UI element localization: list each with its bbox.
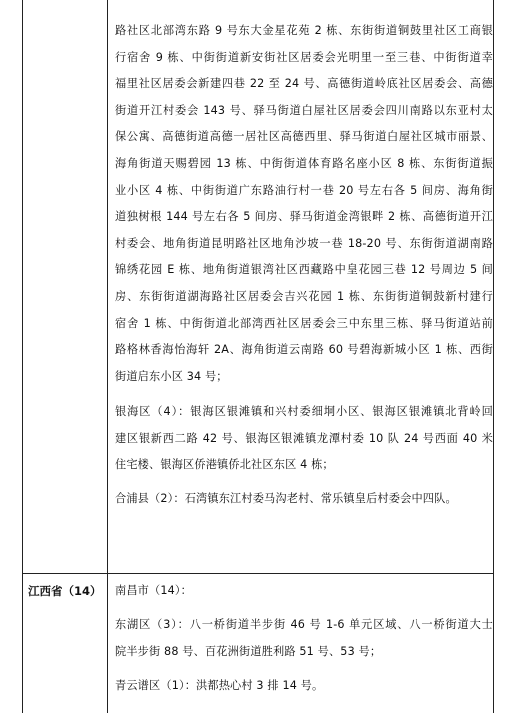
list-line: 路社区北部湾东路 9 号东大金星花苑 2 栋、东街街道铜鼓里社区工商银 (115, 24, 493, 37)
list-line: 道独树根 144 号左右各 5 间房、驿马街道金湾银畔 2 栋、高德街道开江 (115, 210, 493, 224)
data-table (22, 0, 494, 713)
list-line: 银海区（4）：银海区银滩镇和兴村委细垌小区、银海区银滩镇北背岭回 (115, 405, 493, 418)
hepu-county: 合浦县（2）：石湾镇东江村委马沟老村、常乐镇皇后村委会中四队。 (115, 492, 457, 505)
qingyunpu-district: 青云谱区（1）：洪都热心村 3 排 14 号。 (115, 679, 324, 692)
city-line: 南昌市（14）： (115, 584, 192, 597)
table-border-right (493, 0, 494, 713)
list-line: 福里社区居委会新建四巷 22 至 24 号、高德街道岭底社区居委会、高德 (115, 77, 493, 91)
province-label: 江西省（14） (28, 584, 102, 598)
list-line: 村委会、地角街道昆明路社区地角沙坡一巷 18-20 号、东街街道湖南路 (115, 236, 493, 250)
list-line: 街道启东小区 34 号； (115, 369, 228, 383)
list-line: 住宅楼、银海区侨港镇侨北社区东区 4 栋； (115, 458, 334, 472)
list-line: 路格林香海怡海轩 2A、海角街道云南路 60 号碧海新城小区 1 栋、西街 (115, 343, 493, 357)
table-border-left (22, 0, 23, 713)
list-line: 海角街道天赐碧园 13 栋、中街街道体育路名座小区 8 栋、东街街道振 (115, 157, 493, 170)
list-line: 保公寓、高德街道高德一居社区高德西里、驿马街道白屋社区城市丽景、 (115, 130, 493, 144)
list-line: 业小区 4 栋、中街街道广东路油行村一巷 20 号左右各 5 间房、海角街 (115, 183, 493, 197)
list-line: 行宿舍 9 栋、中街街道新安街社区居委会光明里一至三巷、中街街道幸 (115, 50, 493, 64)
table-column-divider (107, 0, 108, 713)
list-line: 房、东街街道湖海路社区居委会吉兴花园 1 栋、东街街道铜鼓新村建行 (115, 290, 493, 303)
list-line: 东湖区（3）：八一桥街道半步街 46 号 1-6 单元区域、八一桥街道大士 (115, 618, 493, 631)
row-divider-jiangxi (22, 573, 494, 574)
list-line: 院半步街 88 号、百花洲街道胜利路 51 号、53 号； (115, 644, 382, 658)
list-line: 街道开江村委会 143 号、驿马街道白屋社区居委会四川南路以东亚村太 (115, 103, 493, 117)
list-line: 建区银新西二路 42 号、银海区银滩镇龙潭村委 10 队 24 号西面 40 米 (115, 431, 493, 445)
list-line: 锦绣花园 E 栋、地角街道银湾社区西藏路中皇花园三巷 12 号周边 5 间 (115, 263, 493, 277)
list-line: 宿舍 1 栋、中街街道北部湾西社区居委会三中东里三栋、驿马街道站前 (115, 316, 493, 330)
